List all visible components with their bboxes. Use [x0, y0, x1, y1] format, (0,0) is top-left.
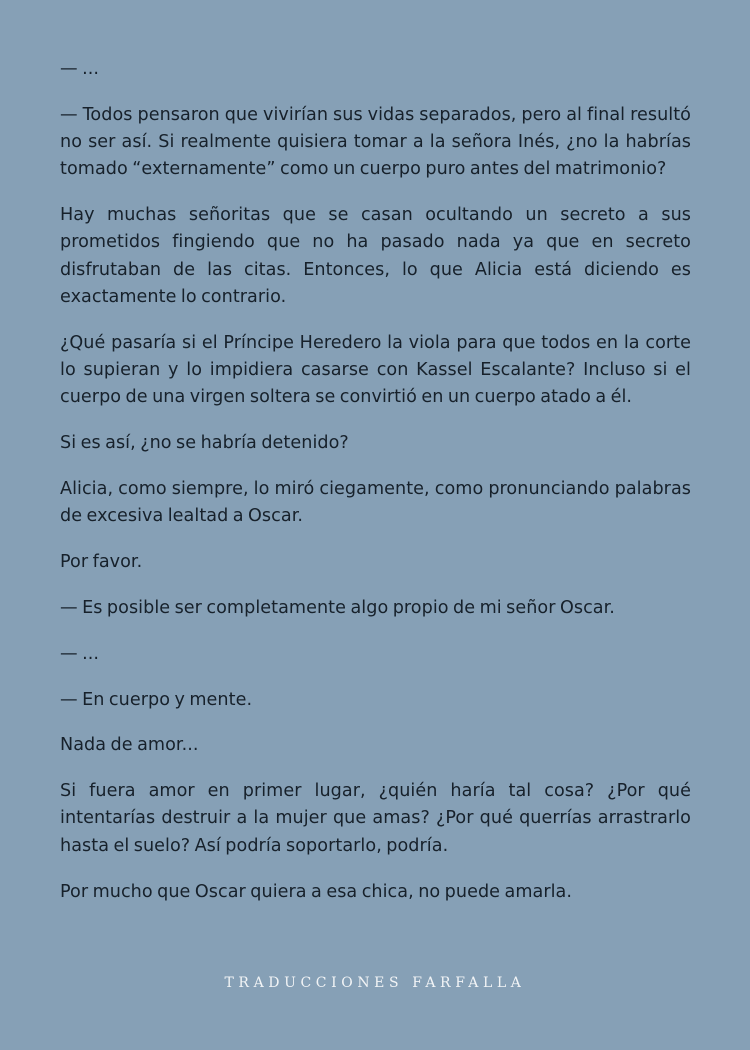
paragraph-dialogue-oscar: — Es posible ser completamente algo propio de mi señor Oscar. [60, 597, 615, 618]
paragraph-would-he-stop: Si es así, ¿no se habría detenido? [60, 433, 349, 454]
translator-credit-footer: TRADUCCIONES FARFALLA [224, 975, 526, 991]
paragraph-ellipsis-1: — ... [60, 59, 100, 79]
paragraph-alicia-loyalty: Alicia, como siempre, lo miró ciegamente, como pronunciando palabras de excesiva lealtad a Oscar. [60, 479, 691, 527]
paragraph-body-and-mind: — En cuerpo y mente. [60, 689, 253, 710]
paragraph-senoritas-secret: Hay muchas señoritas que se casan ocultando un secreto a sus prometidos fingiendo que no ha pasado nada ya que en secreto disfrutaban de las citas. Entonces, lo que Alicia está diciendo es exactamente lo contrario. [60, 205, 691, 308]
paragraph-cannot-love-her: Por mucho que Oscar quiera a esa chica, no puede amarla. [60, 881, 573, 902]
paragraph-if-it-were-love: Si fuera amor en primer lugar, ¿quién haría tal cosa? ¿Por qué intentarías destruir a la mujer que amas? ¿Por qué querrías arrastrarlo hasta el suelo? Así podría soportarlo, podría. [60, 781, 691, 856]
paragraph-dialogue-separated-lives: — Todos pensaron que vivirían sus vidas separados, pero al final resultó no ser así. Si realmente quisiera tomar a la señora Inés, ¿no la habrías tomado “externamente” como un cuerpo puro antes del matrimonio? [60, 104, 691, 180]
document-body [60, 56, 691, 924]
paragraph-por-favor: Por favor. [60, 552, 143, 573]
paragraph-no-love: Nada de amor... [60, 735, 199, 756]
paragraph-ellipsis-2: — ... [60, 643, 100, 664]
paragraph-crown-prince: ¿Qué pasaría si el Príncipe Heredero la viola para que todos en la corte lo supieran y lo impidiera casarse con Kassel Escalante? Incluso si el cuerpo de una virgen soltera se convirtió en un cuerpo atado a él. [60, 332, 691, 408]
